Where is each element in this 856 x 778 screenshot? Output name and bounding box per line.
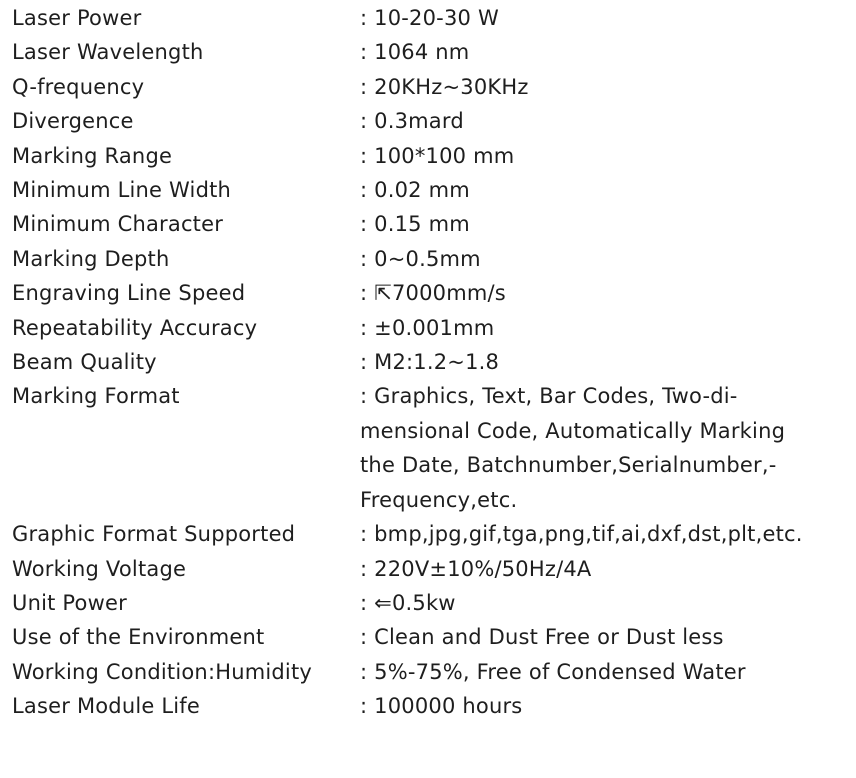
spec-value-line: : 220V±10%/50Hz/4A (360, 556, 592, 581)
spec-value (360, 139, 852, 173)
spec-value-line: the Date, Batchnumber,Serialnumber,- (360, 453, 777, 478)
spec-label: Beam Quality (12, 350, 157, 375)
spec-value-line: mensional Code, Automatically Marking (360, 418, 786, 443)
spec-row (12, 655, 852, 689)
spec-value-line: : 0.15 mm (360, 212, 470, 237)
spec-label: Divergence (12, 109, 134, 134)
spec-value (360, 35, 852, 69)
spec-value (360, 517, 852, 551)
spec-row (12, 242, 852, 276)
spec-value (360, 173, 852, 207)
spec-value (360, 620, 852, 654)
spec-value-line: : bmp,jpg,gif,tga,png,tif,ai,dxf,dst,plt,etc. (360, 522, 803, 547)
spec-row (12, 311, 852, 345)
spec-row (12, 620, 852, 654)
spec-value (360, 655, 852, 689)
spec-row (12, 517, 852, 551)
spec-label: Marking Format (12, 384, 180, 409)
spec-row (12, 552, 852, 586)
spec-row (12, 689, 852, 723)
spec-row (12, 207, 852, 241)
spec-label: Working Condition:Humidity (12, 659, 313, 684)
spec-value-line: : ⇐0.5kw (360, 590, 456, 615)
spec-value (360, 104, 852, 138)
spec-row (12, 104, 852, 138)
spec-row (12, 35, 852, 69)
spec-value (360, 552, 852, 586)
spec-value (360, 311, 852, 345)
spec-value (360, 1, 852, 35)
spec-value-line: : 10-20-30 W (360, 6, 499, 30)
spec-row (12, 345, 852, 379)
spec-value-line: : 100000 hours (360, 694, 523, 719)
spec-value (360, 379, 852, 517)
spec-value-line: : 1064 nm (360, 40, 470, 65)
spec-value (360, 70, 852, 104)
spec-value-line: : 100*100 mm (360, 143, 515, 168)
spec-row (12, 70, 852, 104)
spec-label: Working Voltage (12, 556, 187, 581)
spec-row (12, 276, 852, 310)
spec-row (12, 379, 852, 517)
spec-row (12, 1, 852, 35)
spec-table (12, 1, 852, 724)
spec-value-line: : ⇱7000mm/s (360, 281, 506, 306)
spec-value-line: : ±0.001mm (360, 315, 495, 340)
spec-label: Repeatability Accuracy (12, 315, 258, 340)
spec-label: Engraving Line Speed (12, 281, 246, 306)
spec-value (360, 586, 852, 620)
spec-value-line: : 0.3mard (360, 109, 464, 134)
spec-label: Graphic Format Supported (12, 522, 296, 547)
spec-label: Use of the Environment (12, 625, 265, 650)
spec-label: Laser Wavelength (12, 40, 204, 65)
spec-value-line: : 20KHz~30KHz (360, 74, 529, 99)
spec-value-line: : Clean and Dust Free or Dust less (360, 625, 724, 650)
spec-label: Marking Range (12, 143, 173, 168)
spec-value-line: Frequency,etc. (360, 487, 518, 512)
spec-value-line: : 0.02 mm (360, 178, 470, 203)
spec-value (360, 689, 852, 723)
spec-label: Marking Depth (12, 246, 170, 271)
spec-label: Laser Power (12, 6, 142, 30)
spec-label: Unit Power (12, 590, 127, 615)
spec-value-line: : Graphics, Text, Bar Codes, Two-di- (360, 384, 738, 409)
spec-value (360, 207, 852, 241)
spec-value-line: : 5%-75%, Free of Condensed Water (360, 659, 746, 684)
spec-row (12, 139, 852, 173)
spec-label: Minimum Character (12, 212, 224, 237)
spec-value-line: : 0~0.5mm (360, 246, 481, 271)
spec-value (360, 276, 852, 310)
spec-value (360, 242, 852, 276)
spec-row (12, 586, 852, 620)
spec-label: Laser Module Life (12, 694, 201, 719)
spec-value-line: : M2:1.2~1.8 (360, 350, 500, 375)
spec-row (12, 173, 852, 207)
spec-value (360, 345, 852, 379)
spec-label: Minimum Line Width (12, 178, 232, 203)
spec-label: Q-frequency (12, 74, 145, 99)
